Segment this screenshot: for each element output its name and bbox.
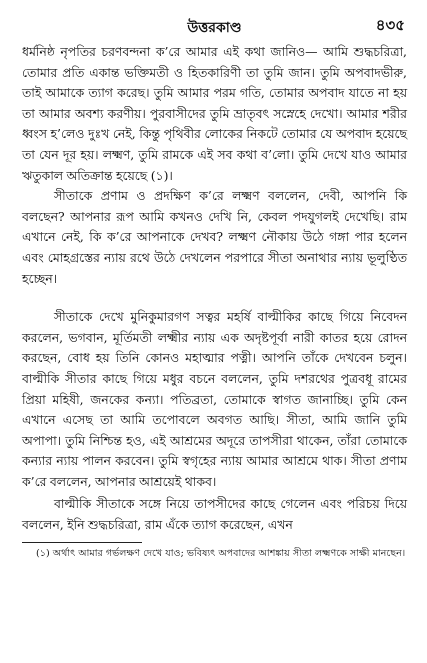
paragraph-4: বাল্মীকি সীতাকে সঙ্গে নিয়ে তাপসীদের কাছে গেলেন এবং পরিচয় দিয়ে বললেন, ইনি শুদ্ধচরিত্রা, রাম এঁকে ত্যাগ করেছেন, এখন	[22, 496, 407, 533]
paragraph-2: সীতাকে প্রণাম ও প্রদক্ষিণ ক’রে লক্ষ্মণ বললেন, দেবী, আপনি কি বলছেন? আপনার রূপ আমি কখনও দেখি নি, কেবল পদযুগলই দেখেছি। রাম এখানে নেই, কি ক’রে আপনাকে দেখব? লক্ষ্মণ নৌকায় উঠে গঙ্গা পার হলেন এবং মোহগ্রস্তের ন্যায় রথে উঠে দেখলেন পরপারে সীতা অনাথার ন্যায় ভূলুণ্ঠিত হচ্ছেন।	[22, 188, 407, 286]
paragraph-1: ধর্মনিষ্ঠ নৃপতির চরণবন্দনা ক’রে আমার এই কথা জানিও— আমি শুদ্ধচরিত্রা, তোমার প্রতি একান্ত ভক্তিমতী ও হিতকারিণী তা তুমি জান। তুমি অপবাদভীরু, তাই আমাকে ত্যাগ করেছ। তুমি আমার পরম গতি, তোমার অপবাদ যাতে না হয় তা আমার অবশ্য করণীয়। পুরবাসীদের তুমি ভ্রাতৃবৎ সস্নেহে দেখো। আমার শরীর ধ্বংস হ’লেও দুঃখ নেই, কিন্তু পৃথিবীর লোকের নিকটে তোমার যে অপবাদ হয়েছে তা যেন দূর হয়। লক্ষ্মণ, তুমি রামকে এই সব কথা ব’লো। তুমি দেখে যাও আমার ঋতুকাল অতিক্রান্ত হয়েছে (১)।	[22, 44, 407, 183]
chapter-title: উত্তরকাণ্ড	[187, 20, 242, 36]
paragraph-3: সীতাকে দেখে মুনিকুমারগণ সত্বর মহর্ষি বাল্মীকির কাছে গিয়ে নিবেদন করলেন, ভগবান, মূর্তিমতী লক্ষ্মীর ন্যায় এক অদৃষ্টপূর্বা নারী কাতর হয়ে রোদন করছেন, বোধ হয় তিনি কোনও মহাত্মার পত্নী। আপনি তাঁকে দেখবেন চলুন। বাল্মীকি সীতার কাছে গিয়ে মধুর বচনে বললেন, তুমি দশরথের পুত্রবধূ রামের প্রিয়া মহিষী, জনকের কন্যা। পতিব্রতা, তোমাকে স্বাগত জানাচ্ছি। তুমি কেন এখানে এসেছ তা আমি তপোবলে অবগত আছি। সীতা, আমি জানি তুমি অপাপা। তুমি নিশ্চিন্ত হও, এই আশ্রমের অদূরে তাপসীরা থাকেন, তাঁরা তোমাকে কন্যার ন্যায় পালন করবেন। তুমি স্বগৃহের ন্যায় আমার আশ্রমে থাক। সীতা প্রণাম ক’রে বললেন, আপনার আশ্রয়েই থাকব।	[22, 309, 407, 489]
page-body	[22, 42, 407, 536]
page-header	[22, 12, 407, 42]
page-number: ৪৩৫	[375, 16, 405, 34]
footnote: (১) অর্থাৎ আমার গর্ভলক্ষণ দেখে যাও; ভবিষ্যৎ অপবাদের আশঙ্কায় সীতা লক্ষ্মণকে সাক্ষী মানছেন।	[36, 547, 406, 559]
footnote-divider	[22, 542, 142, 543]
